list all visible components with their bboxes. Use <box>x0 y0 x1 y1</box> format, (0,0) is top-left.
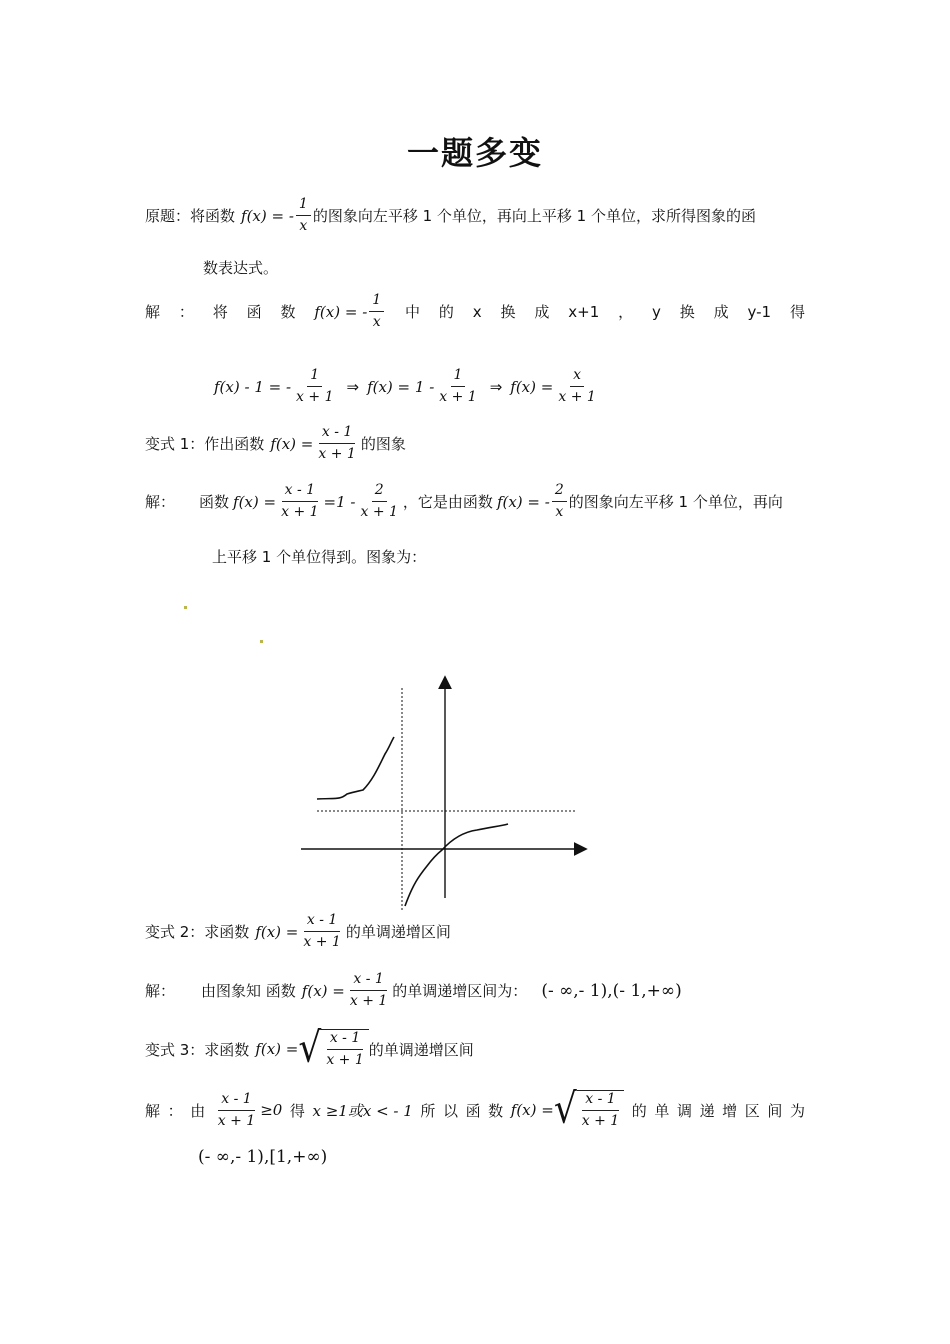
implies-arrow: ⇒ <box>489 377 503 396</box>
original-problem <box>145 196 756 235</box>
variant1-solution: 解： 函数 f(x) = $\frac{x - 1}{x + 1}$ =1 - $\frac{2}{x + 1}$ ，它是由函数 f(x) = - $\frac{2}{x}$ 的图象向左平移 1 个单位，再向 <box>145 482 783 520</box>
solution1-word: 数 <box>280 303 296 321</box>
variant3-condition: x ≥1或x < - 1 <box>312 1101 413 1120</box>
sqrt-symbol: √ $\frac{x - 1}{x + 1}$ <box>554 1090 624 1130</box>
original-label: 原题：将函数 <box>145 207 236 225</box>
variant1-question: 变式 1：作出函数 f(x) = $\frac{x - 1}{x + 1}$ 的图象 <box>145 424 406 462</box>
solution1-word: 成 <box>713 303 729 321</box>
solution1-word: x <box>472 302 482 321</box>
page-title: 一题多变 <box>406 134 543 172</box>
variant3-solution: 解 ： 由 $\frac{x - 1}{x + 1}$ ≥0 得 x ≥1或x < - 1 所 以 函 数 f(x) = √ $\frac{x - 1}{x + 1}$ 的 单 调 递 增 区 间 为 <box>145 1085 805 1133</box>
solution1-word: 的 <box>438 303 454 321</box>
original-text: 的图象向左平移 1 个单位，再向上平移 1 个单位，求所得图象的函 <box>312 207 756 225</box>
solution1-word: 中 <box>405 303 421 321</box>
solution1-word: y <box>652 302 661 321</box>
marker-dot <box>184 606 187 609</box>
solution1-line <box>145 292 805 331</box>
left-branch-curve <box>317 737 394 799</box>
marker-dot <box>260 640 263 643</box>
solution1-word: 得 <box>789 303 805 321</box>
variant1-solution-line2: 上平移 1 个单位得到。图象为： <box>212 548 427 566</box>
solution1-word: x+1 <box>568 302 600 321</box>
solution1-word: 函 <box>246 303 262 321</box>
solution1-word: y-1 <box>747 302 772 321</box>
original-line2: 数表达式。 <box>203 259 279 277</box>
variant2-solution: 解： 由图象知 函数 f(x) = $\frac{x - 1}{x + 1}$ 的单调递增区间为： (- ∞,- 1),(- 1,+∞) <box>145 971 682 1009</box>
variant2-question: 变式 2：求函数 f(x) = $\frac{x - 1}{x + 1}$ 的单调递增区间 <box>145 912 451 950</box>
solution1-word: ， <box>618 303 634 321</box>
solution1-word: 解 <box>145 303 161 321</box>
original-fraction: $\frac{1}{x}$ <box>296 196 311 235</box>
function-graph <box>295 670 595 915</box>
variant3-intervals: (- ∞,- 1),[1,+∞) <box>198 1147 328 1167</box>
right-branch-curve <box>405 824 508 906</box>
variant2-intervals: (- ∞,- 1),(- 1,+∞) <box>541 980 682 1001</box>
solution1-equation: f(x) - 1 = - $\frac{1}{x + 1}$ ⇒ f(x) = 1 - $\frac{1}{x + 1}$ ⇒ f(x) = $\frac{x}{x + 1}$ <box>214 367 596 405</box>
solution1-word: 成 <box>534 303 550 321</box>
implies-arrow: ⇒ <box>346 377 360 396</box>
solution1-word: ： <box>178 303 194 321</box>
solution1-word: 换 <box>500 303 516 321</box>
original-function: f(x) = - <box>241 206 294 225</box>
solution1-word: 换 <box>679 303 695 321</box>
solution1-word: 将 <box>212 303 228 321</box>
variant3-question: 变式 3：求函数 f(x) = √ $\frac{x - 1}{x + 1}$ 的单调递增区间 <box>145 1024 474 1072</box>
sqrt-symbol: √ $\frac{x - 1}{x + 1}$ <box>298 1029 368 1069</box>
solution1-function: f(x) = - $\frac{1}{x}$ <box>314 292 386 331</box>
